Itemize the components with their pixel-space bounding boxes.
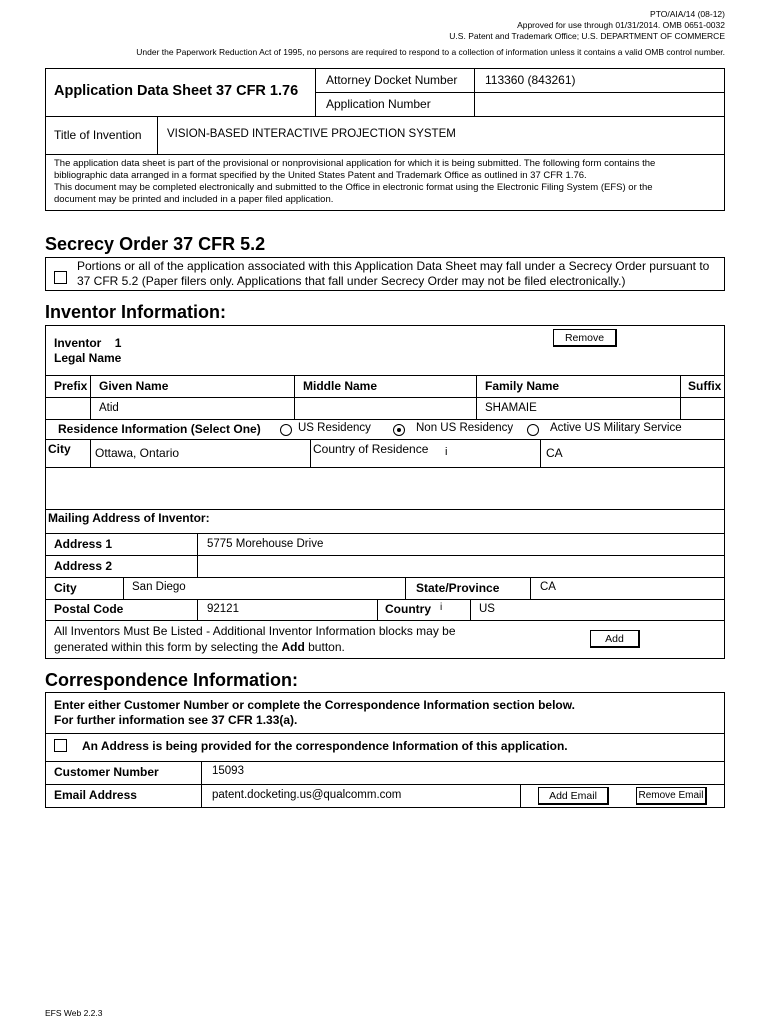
postal-code-field[interactable]: 92121	[207, 603, 239, 615]
docket-number-label: Attorney Docket Number	[326, 73, 458, 87]
us-residency-radio[interactable]	[280, 424, 292, 436]
given-name-field[interactable]: Atid	[99, 402, 119, 414]
mailing-city-field[interactable]: San Diego	[132, 581, 186, 593]
inventor-label: Inventor 1	[54, 336, 122, 350]
application-number-label: Application Number	[326, 97, 431, 111]
suffix-header: Suffix	[688, 379, 722, 393]
application-number-field[interactable]	[475, 93, 724, 115]
country-of-residence-field[interactable]: CA	[546, 446, 563, 460]
prefix-header: Prefix	[54, 379, 88, 393]
address2-label: Address 2	[54, 559, 113, 573]
city-label: City	[48, 442, 71, 456]
address1-field[interactable]: 5775 Morehouse Drive	[207, 538, 324, 550]
title-of-invention-label: Title of Invention	[54, 128, 142, 142]
email-address-field[interactable]: patent.docketing.us@qualcomm.com	[212, 789, 402, 801]
military-service-label: Active US Military Service	[550, 422, 682, 434]
form-id: PTO/AIA/14 (08-12)	[650, 9, 725, 19]
inventor-heading: Inventor Information:	[45, 302, 226, 322]
country-field[interactable]: US	[479, 603, 495, 615]
non-us-residency-label: Non US Residency	[416, 422, 514, 434]
family-name-header: Family Name	[485, 379, 560, 393]
intro-paragraph: The application data sheet is part of the provisional or nonprovisional application for which it is being submitted. The following form contains the bibliographic data arranged in a format specified by the United States Patent and Trademark Office as outlined in 37 CFR 1.76. This document may be completed electronically and submitted to the Office in electronic format using the Electronic Filing System (EFS) or the document may be printed and included in a paper filed application.	[54, 158, 656, 205]
customer-number-label: Customer Number	[54, 765, 159, 779]
country-label: Country	[385, 602, 431, 616]
military-service-radio[interactable]	[527, 424, 539, 436]
title-of-invention-field[interactable]: VISION-BASED INTERACTIVE PROJECTION SYSTEM	[167, 128, 456, 140]
email-address-label: Email Address	[54, 788, 137, 802]
correspondence-intro-line1: Enter either Customer Number or complete the Correspondence Information section below.	[54, 698, 575, 712]
customer-number-field[interactable]: 15093	[212, 765, 244, 777]
add-inventor-button[interactable]: Add	[590, 630, 640, 648]
non-us-residency-radio[interactable]	[393, 424, 405, 436]
omb-approval: Approved for use through 01/31/2014. OMB 0651-0032	[517, 20, 725, 30]
us-residency-label: US Residency	[298, 422, 371, 434]
agency-line: U.S. Patent and Trademark Office; U.S. DEPARTMENT OF COMMERCE	[449, 31, 725, 41]
inventor-note-line2: generated within this form by selecting the Add button.	[54, 640, 345, 654]
secrecy-heading: Secrecy Order 37 CFR 5.2	[45, 234, 266, 254]
mailing-city-label: City	[54, 581, 77, 595]
inventor-note-line1: All Inventors Must Be Listed - Additional Inventor Information blocks may be	[54, 624, 456, 638]
inventor-number: 1	[114, 336, 122, 350]
efs-version: EFS Web 2.2.3	[45, 1008, 103, 1018]
suffix-field[interactable]	[681, 398, 724, 419]
state-province-field[interactable]: CA	[540, 581, 556, 593]
secrecy-order-checkbox[interactable]	[54, 271, 67, 284]
family-name-field[interactable]: SHAMAIE	[485, 402, 537, 414]
middle-name-field[interactable]	[295, 398, 476, 419]
state-province-label: State/Province	[416, 581, 500, 595]
add-email-button[interactable]: Add Email	[538, 787, 609, 805]
postal-code-label: Postal Code	[54, 602, 124, 616]
secrecy-text-line2: 37 CFR 5.2 (Paper filers only. Applications that fall under Secrecy Order may not be filed electronically.)	[77, 274, 626, 288]
secrecy-text-line1: Portions or all of the application associated with this Application Data Sheet may fall under a Secrecy Order pursuant to	[77, 259, 710, 273]
mailing-address-label: Mailing Address of Inventor:	[48, 511, 210, 525]
given-name-header: Given Name	[99, 379, 169, 393]
city-field[interactable]: Ottawa, Ontario	[95, 446, 180, 460]
correspondence-heading: Correspondence Information:	[45, 670, 299, 690]
paperwork-act-notice: Under the Paperwork Reduction Act of 1995, no persons are required to respond to a collection of information unless it contains a valid OMB control number.	[136, 47, 725, 57]
address-provided-label: An Address is being provided for the correspondence Information of this application.	[82, 739, 568, 753]
country-info-icon[interactable]: i	[440, 602, 443, 613]
country-of-residence-label: Country of Residence	[313, 442, 429, 456]
residence-label: Residence Information (Select One)	[58, 422, 261, 436]
form-title: Application Data Sheet 37 CFR 1.76	[54, 83, 299, 99]
info-icon[interactable]: i	[445, 446, 448, 458]
address1-label: Address 1	[54, 537, 113, 551]
correspondence-intro-line2: For further information see 37 CFR 1.33(a).	[54, 713, 298, 727]
remove-inventor-button[interactable]: Remove	[553, 329, 617, 347]
address-provided-checkbox[interactable]	[54, 739, 67, 752]
middle-name-header: Middle Name	[303, 379, 378, 393]
remove-email-button[interactable]: Remove Email	[636, 787, 707, 805]
legal-name-label: Legal Name	[54, 351, 122, 365]
docket-number-field[interactable]: 113360 (843261)	[485, 73, 576, 87]
address2-field[interactable]	[198, 556, 724, 577]
prefix-field[interactable]	[46, 398, 90, 419]
